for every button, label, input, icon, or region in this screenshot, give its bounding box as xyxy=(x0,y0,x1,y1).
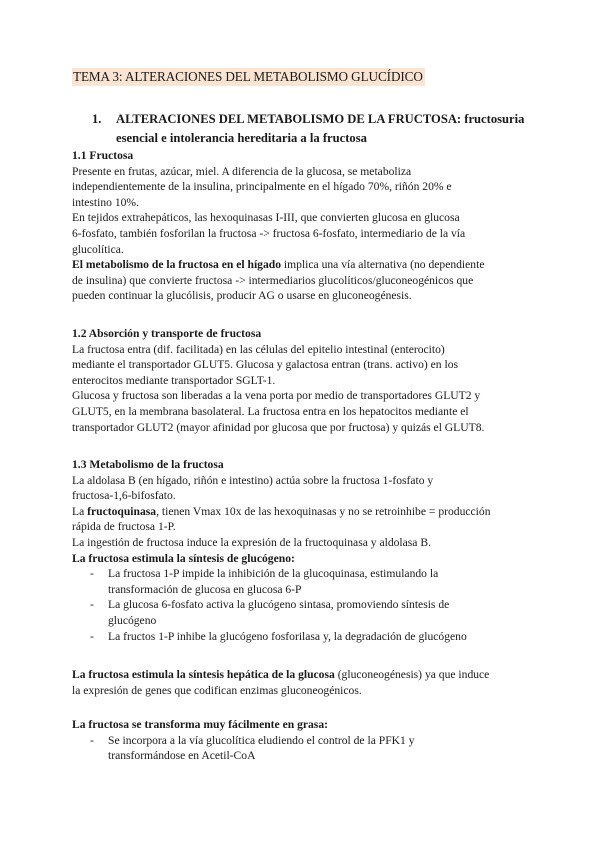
paragraph-line xyxy=(72,257,532,273)
paragraph-line: de insulina) que convierte fructosa -> intermediarios glucolíticos/gluconeogénicos que xyxy=(72,273,474,287)
section-1-heading xyxy=(92,110,532,148)
paragraph-line: intestino 10%. xyxy=(72,195,139,209)
list-item xyxy=(72,733,532,764)
list-item-text: transformación de glucosa en glucosa 6-P xyxy=(108,582,302,596)
text-run: La xyxy=(72,504,88,518)
list-item-text: La fructosa 1-P impide la inhibición de la glucoquinasa, estimulando la xyxy=(108,567,439,581)
subsection-1-1 xyxy=(72,148,532,304)
list-item-text: La glucosa 6-fosfato activa la glucógeno sintasa, promoviendo síntesis de xyxy=(108,598,450,612)
fat-list xyxy=(72,733,532,764)
paragraph-line: fructosa-1,6-bifosfato. xyxy=(72,489,176,503)
fat-paragraph xyxy=(72,717,532,764)
paragraph-line: Presente en frutas, azúcar, miel. A diferencia de la glucosa, se metaboliza xyxy=(72,164,412,178)
paragraph-line: La fructosa entra (dif. facilitada) en las células del epitelio intestinal (enterocito) xyxy=(72,342,445,356)
paragraph-line: La ingestión de fructosa induce la expresión de la fructoquinasa y aldolasa B. xyxy=(72,535,431,549)
text-run: , tienen Vmax 10x de las hexoquinasas y no se retroinhibe = producción xyxy=(156,504,491,518)
glycogen-list xyxy=(72,566,532,644)
gluconeogenesis-paragraph xyxy=(72,667,532,698)
dash-bullet: - xyxy=(90,598,94,612)
glycogen-heading: La fructosa estimula la síntesis de glucógeno: xyxy=(72,551,295,565)
subsection-heading: 1.2 Absorción y transporte de fructosa xyxy=(72,327,262,340)
text-run: (gluconeogénesis) ya que induce xyxy=(334,668,490,681)
subsection-heading: 1.3 Metabolismo de la fructosa xyxy=(72,458,224,471)
bold-phrase: El metabolismo de la fructosa en el hígado xyxy=(72,258,282,272)
bold-phrase: fructoquinasa xyxy=(87,504,157,518)
paragraph-line: rápida de fructosa 1-P. xyxy=(72,520,176,534)
list-item xyxy=(72,629,532,645)
subsection-1-3 xyxy=(72,457,532,644)
text-run: implica una vía alternativa (no dependiente xyxy=(281,258,485,272)
fat-heading: La fructosa se transforma muy fácilmente en grasa: xyxy=(72,718,328,731)
paragraph-line: GLUT5, en la membrana basolateral. La fructosa entra en los hepatocitos mediante el xyxy=(72,404,469,418)
subsection-1-2 xyxy=(72,326,532,435)
dash-bullet: - xyxy=(90,629,94,643)
paragraph-line: glucolítica. xyxy=(72,242,124,256)
subsection-heading: 1.1 Fructosa xyxy=(72,149,134,162)
dash-bullet: - xyxy=(90,567,94,581)
list-item-text: Se incorpora a la vía glucolítica eludiendo el control de la PFK1 y xyxy=(108,733,415,747)
paragraph-line: La aldolasa B (en hígado, riñón e intestino) actúa sobre la fructosa 1-fosfato y xyxy=(72,473,434,487)
dash-bullet: - xyxy=(90,733,94,747)
list-item-text: glucógeno xyxy=(108,613,157,627)
paragraph-line: independientemente de la insulina, principalmente en el hígado 70%, riñón 20% e xyxy=(72,180,452,194)
paragraph-line: En tejidos extrahepáticos, las hexoquinasas I-III, que convierten glucosa en glucosa xyxy=(72,211,460,225)
section-heading-line-2: esencial e intolerancia hereditaria a la fructosa xyxy=(116,131,367,145)
paragraph-line: la expresión de genes que codifican enzimas gluconeogénicos. xyxy=(72,683,362,697)
list-item-text: La fructos 1-P inhibe la glucógeno fosforilasa y, la degradación de glucógeno xyxy=(108,629,467,643)
paragraph-line xyxy=(72,667,532,683)
paragraph-line: transportador GLUT2 (mayor afinidad por glucosa que por fructosa) y quizás el GLUT8. xyxy=(72,420,485,434)
list-item-text: transformándose en Acetil-CoA xyxy=(108,749,256,763)
bold-phrase: La fructosa estimula la síntesis hepática de la glucosa xyxy=(72,668,335,681)
list-item xyxy=(72,597,532,628)
document-title: TEMA 3: ALTERACIONES DEL METABOLISMO GLUCÍDICO xyxy=(73,69,423,84)
paragraph-line: enterocitos mediante transportador SGLT-1. xyxy=(72,373,276,387)
paragraph-line: Glucosa y fructosa son liberadas a la vena porta por medio de transportadores GLUT2 y xyxy=(72,389,481,403)
paragraph-line: pueden continuar la glucólisis, producir AG o usarse en gluconeogénesis. xyxy=(72,289,412,303)
paragraph-line: mediante el transportador GLUT5. Glucosa y galactosa entran (trans. activo) en los xyxy=(72,358,459,372)
list-item xyxy=(72,566,532,597)
paragraph-line: 6-fosfato, también fosforilan la fructosa -> fructosa 6-fosfato, intermediario de la vía xyxy=(72,226,466,240)
section-number: 1. xyxy=(92,112,102,126)
section-heading-line-1: ALTERACIONES DEL METABOLISMO DE LA FRUCTOSA: fructosuria xyxy=(116,112,525,126)
paragraph-line xyxy=(72,504,532,520)
